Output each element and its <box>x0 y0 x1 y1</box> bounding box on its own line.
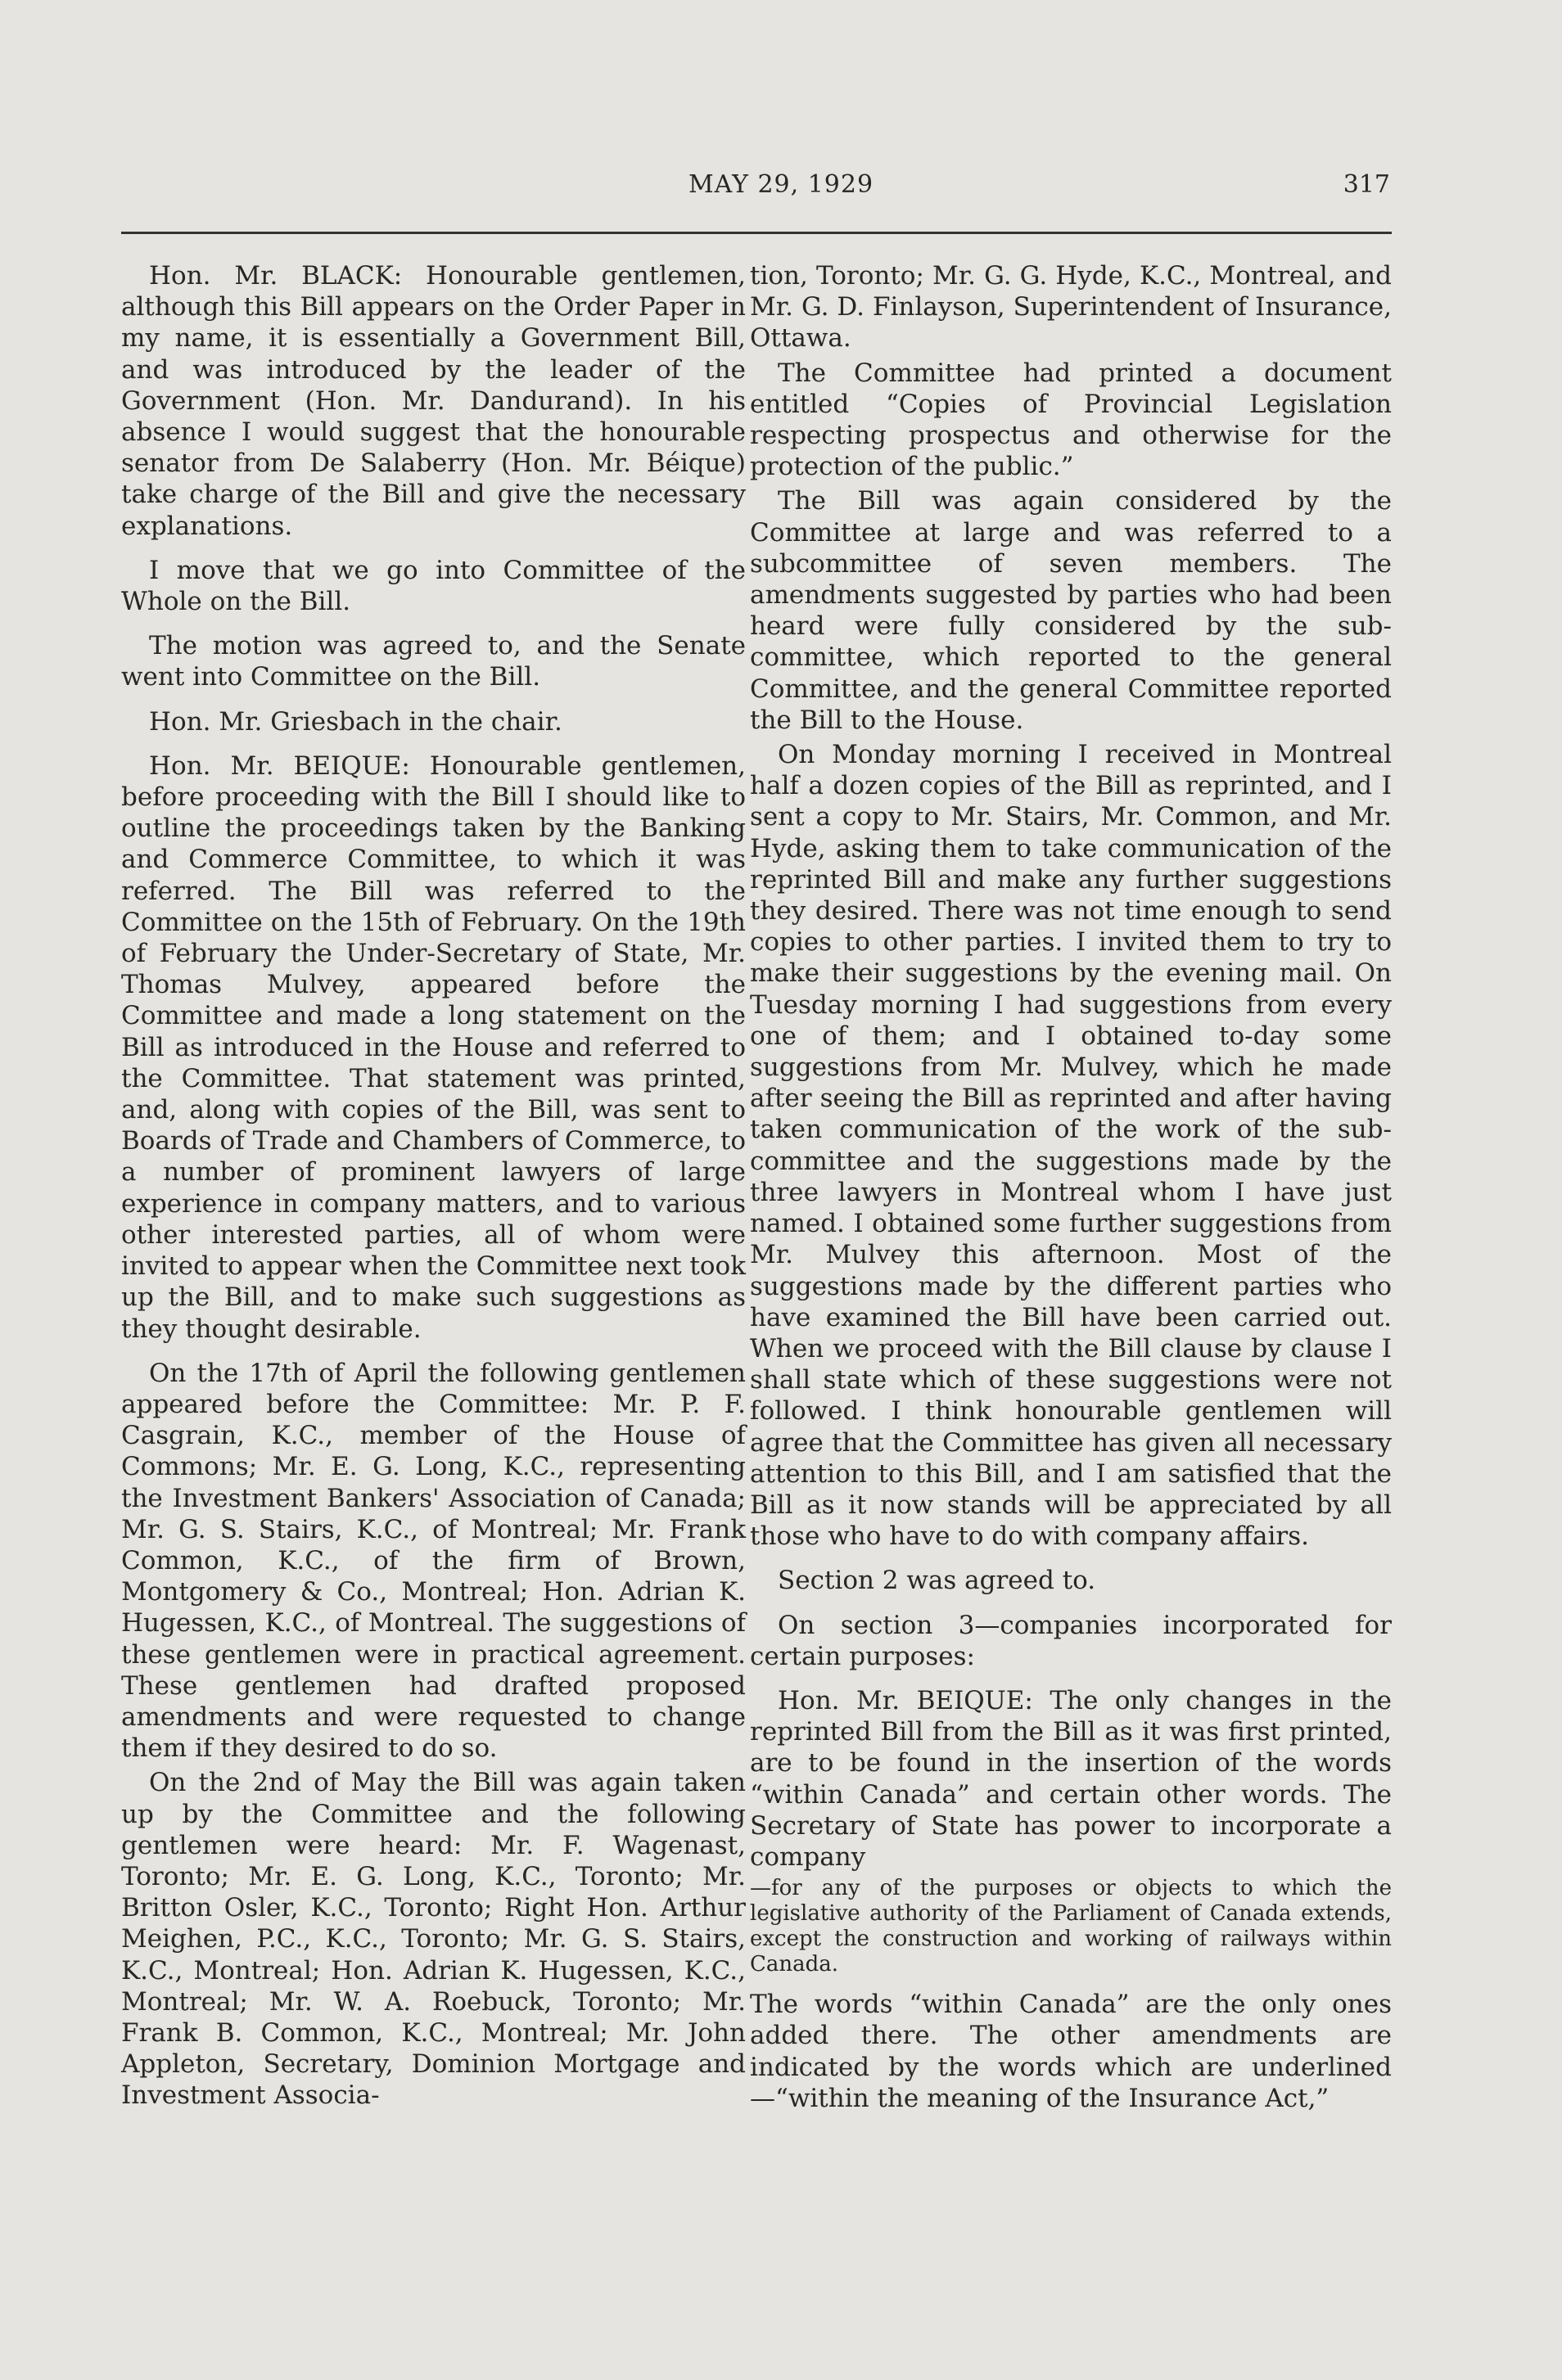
paragraph: tion, Toronto; Mr. G. G. Hyde, K.C., Montreal, and Mr. G. D. Finlayson, Superintendent of Insurance, Ottawa. <box>750 261 1392 354</box>
block-quote: —for any of the purposes or objects to which the legislative authority of the Parliament of Canada extends, except the construction and working of railways within Canada. <box>750 1876 1392 1977</box>
paragraph: Hon. Mr. BEIQUE: The only changes in the reprinted Bill from the Bill as it was first printed, are to be found in the insertion of the words “within Canada” and certain other words. The Secretary of State has power to incorporate a company <box>750 1685 1392 1872</box>
paragraph: Hon. Mr. BLACK: Honourable gentlemen, although this Bill appears on the Order Paper in my name, it is essentially a Government Bill, and was introduced by the leader of the Government (Hon. Mr. Dandurand). In his absence I would suggest that the honourable senator from De Salaberry (Hon. Mr. Béique) take charge of the Bill and give the necessary explanations. <box>121 261 746 541</box>
left-column <box>121 260 746 2112</box>
page-header <box>0 170 1562 219</box>
page-date: MAY 29, 1929 <box>688 170 874 199</box>
paragraph: On the 17th of April the following gentlemen appeared before the Committee: Mr. P. F. Casgrain, K.C., member of the House of Commons; Mr. E. G. Long, K.C., representing the Investment Bankers' Association of Canada; Mr. G. S. Stairs, K.C., of Montreal; Mr. Frank Common, K.C., of the firm of Brown, Montgomery & Co., Montreal; Hon. Adrian K. Hugessen, K.C., of Montreal. The suggestions of these gentlemen were in practical agreement. These gentlemen had drafted proposed amendments and were requested to change them if they desired to do so. <box>121 1358 746 1764</box>
paragraph: The words “within Canada” are the only ones added there. The other amendments are indicated by the words which are underlined—“within the meaning of the Insurance Act,” <box>750 1990 1392 2113</box>
paragraph: On section 3—companies incorporated for certain purposes: <box>750 1610 1392 1671</box>
paragraph: The Committee had printed a document entitled “Copies of Provincial Legislation respecting prospectus and otherwise for the protection of the public.” <box>750 358 1392 482</box>
paragraph: On the 2nd of May the Bill was again taken up by the Committee and the following gentlemen were heard: Mr. F. Wagenast, Toronto; Mr. E. G. Long, K.C., Toronto; Mr. Britton Osler, K.C., Toronto; Right Hon. Arthur Meighen, P.C., K.C., Toronto; Mr. G. S. Stairs, K.C., Montreal; Hon. Adrian K. Hugessen, K.C., Montreal; Mr. W. A. Roebuck, Toronto; Mr. Frank B. Common, K.C., Montreal; Mr. John Appleton, Secretary, Dominion Mortgage and Investment Associa- <box>121 1768 746 2111</box>
paragraph: The motion was agreed to, and the Senate went into Committee on the Bill. <box>121 631 746 692</box>
paragraph: Section 2 was agreed to. <box>778 1566 1096 1596</box>
paragraph: Hon. Mr. Griesbach in the chair. <box>149 706 562 737</box>
paragraph: Hon. Mr. BEIQUE: Honourable gentlemen, before proceeding with the Bill I should like to outline the proceedings taken by the Banking and Commerce Committee, to which it was referred. The Bill was referred to the Committee on the 15th of February. On the 19th of February the Under-Secretary of State, Mr. Thomas Mulvey, appeared before the Committee and made a long statement on the Bill as introduced in the House and referred to the Committee. That statement was printed, and, along with copies of the Bill, was sent to Boards of Trade and Chambers of Commerce, to a number of prominent lawyers of large experience in company matters, and to various other interested parties, all of whom were invited to appear when the Committee next took up the Bill, and to make such suggestions as they thought desirable. <box>121 751 746 1344</box>
page-number: 317 <box>1343 170 1390 199</box>
paragraph: I move that we go into Committee of the Whole on the Bill. <box>121 555 746 617</box>
header-rule <box>121 232 1392 234</box>
paragraph: The Bill was again considered by the Committee at large and was referred to a subcommittee of seven members. The amendments suggested by parties who had been heard were fully considered by the sub-committee, which reported to the general Committee, and the general Committee reported the Bill to the House. <box>750 486 1392 735</box>
right-column <box>750 260 1392 2114</box>
paragraph: On Monday morning I received in Montreal half a dozen copies of the Bill as reprinted, and I sent a copy to Mr. Stairs, Mr. Common, and Mr. Hyde, asking them to take communication of the reprinted Bill and make any further suggestions they desired. There was not time enough to send copies to other parties. I invited them to try to make their suggestions by the evening mail. On Tuesday morning I had suggestions from every one of them; and I obtained to-day some suggestions from Mr. Mulvey, which he made after seeing the Bill as reprinted and after having taken communication of the work of the sub-committee and the suggestions made by the three lawyers in Montreal whom I have just named. I obtained some further suggestions from Mr. Mulvey this afternoon. Most of the suggestions made by the different parties who have examined the Bill have been carried out. When we proceed with the Bill clause by clause I shall state which of these suggestions were not followed. I think honourable gentlemen will agree that the Committee has given all necessary attention to this Bill, and I am satisfied that the Bill as it now stands will be appreciated by all those who have to do with company affairs. <box>750 740 1392 1552</box>
